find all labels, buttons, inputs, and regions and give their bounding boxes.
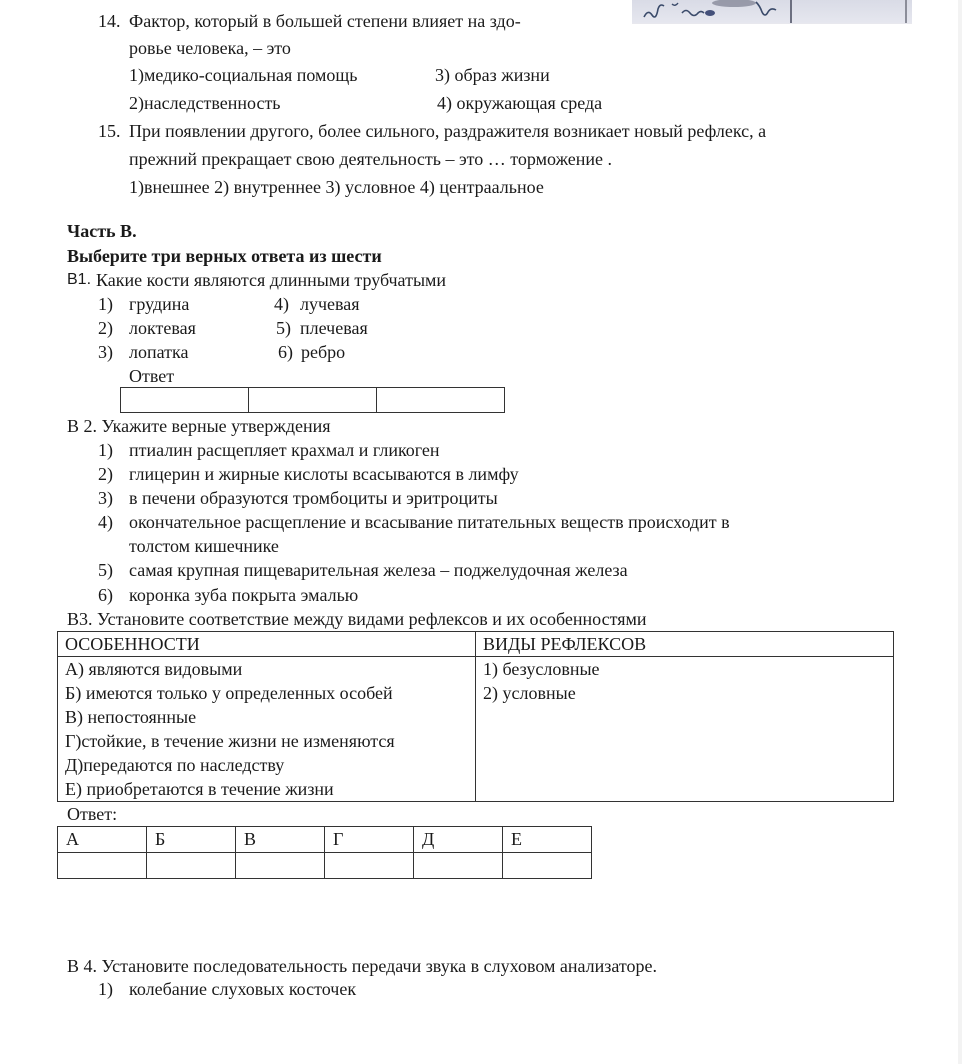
illustration-border	[905, 0, 907, 23]
option-text: лучевая	[300, 294, 360, 314]
answer-cell[interactable]	[377, 388, 505, 413]
option-text: грудина	[129, 294, 190, 314]
question-label: В1.	[67, 271, 92, 288]
answer-cell[interactable]	[147, 853, 236, 879]
question-text: В 4. Установите последовательность передачи звука в слуховом анализаторе.	[67, 956, 658, 976]
illustration-fragment	[632, 0, 912, 24]
option-text: окончательное расщепление и всасывание питательных веществ происходит в	[129, 512, 730, 532]
options-line: 1)внешнее 2) внутреннее 3) условное 4) центраальное	[129, 177, 544, 197]
answer-header-d: Д	[414, 827, 503, 853]
question-number: 15.	[98, 121, 121, 141]
option-text: птиалин расщепляет крахмал и гликоген	[129, 440, 440, 460]
option-text: в печени образуются тромбоциты и эритроциты	[129, 488, 498, 508]
feature-item: Д)передаются по наследству	[65, 755, 285, 775]
option-4: 4) окружающая среда	[437, 93, 603, 113]
option-number: 2)	[98, 464, 113, 484]
option-number: 4)	[98, 512, 113, 532]
feature-item: Г)стойкие, в течение жизни не изменяются	[65, 731, 395, 751]
matching-table	[57, 631, 894, 802]
feature-item: В) непостоянные	[65, 707, 197, 727]
question-text: В 2. Укажите верные утверждения	[67, 416, 331, 436]
question-text: В3. Установите соответствие между видами рефлексов и их особенностями	[67, 609, 647, 629]
option-number: 3)	[98, 488, 113, 508]
option-text: коронка зуба покрыта эмалью	[129, 585, 359, 605]
option-text: плечевая	[300, 318, 368, 338]
option-number: 1)	[98, 440, 113, 460]
column-header-types: ВИДЫ РЕФЛЕКСОВ	[476, 632, 894, 657]
option-number: 5)	[98, 560, 113, 580]
column-header-features: ОСОБЕННОСТИ	[58, 632, 476, 657]
question-text-cont: ровье человека, – это	[129, 38, 291, 58]
answer-cell[interactable]	[58, 853, 147, 879]
bacteria-illustration-icon	[632, 0, 792, 23]
option-number: 2)	[98, 318, 113, 338]
option-number: 6)	[98, 585, 113, 605]
option-text: самая крупная пищеварительная железа – поджелудочная железа	[129, 560, 628, 580]
answer-header-v: В	[236, 827, 325, 853]
answer-cell[interactable]	[503, 853, 592, 879]
section-title: Часть В.	[67, 221, 137, 241]
option-text: ребро	[301, 342, 346, 362]
feature-item: А) являются видовыми	[65, 659, 243, 679]
question-text: Какие кости являются длинными трубчатыми	[96, 270, 447, 290]
question-text: Фактор, который в большей степени влияет на здо-	[129, 11, 521, 31]
answer-cell[interactable]	[236, 853, 325, 879]
answer-table	[120, 387, 505, 413]
answer-label: Ответ	[129, 366, 175, 386]
answer-label: Ответ:	[67, 804, 118, 824]
feature-item: Б) имеются только у определенных особей	[65, 683, 393, 703]
question-text-cont: прежний прекращает свою деятельность – это … торможение .	[129, 149, 613, 169]
answer-cell[interactable]	[414, 853, 503, 879]
option-text: локтевая	[129, 318, 196, 338]
answer-cell[interactable]	[121, 388, 249, 413]
option-3: 3) образ жизни	[435, 65, 550, 85]
option-1: 1)медико-социальная помощь	[129, 65, 358, 85]
option-number: 5)	[276, 318, 291, 338]
option-text: колебание слуховых косточек	[129, 979, 357, 999]
option-text: глицерин и жирные кислоты всасываются в лимфу	[129, 464, 519, 484]
reflex-type-item: 1) безусловные	[483, 659, 600, 679]
reflex-type-item: 2) условные	[483, 683, 576, 703]
answer-header-g: Г	[325, 827, 414, 853]
option-2: 2)наследственность	[129, 93, 281, 113]
option-text: лопатка	[129, 342, 189, 362]
answer-header-b: Б	[147, 827, 236, 853]
option-number: 1)	[98, 979, 113, 999]
features-cell	[58, 657, 476, 802]
illustration-divider	[790, 0, 792, 23]
option-number: 1)	[98, 294, 113, 314]
option-number: 3)	[98, 342, 113, 362]
option-number: 4)	[274, 294, 289, 314]
answer-cell[interactable]	[325, 853, 414, 879]
answer-cell[interactable]	[249, 388, 377, 413]
types-cell	[476, 657, 894, 802]
option-text-cont: толстом кишечнике	[129, 536, 279, 556]
answer-header-e: Е	[503, 827, 592, 853]
page-edge	[958, 0, 962, 1064]
option-number: 6)	[278, 342, 293, 362]
answer-header-a: А	[58, 827, 147, 853]
section-subtitle: Выберите три верных ответа из шести	[67, 246, 382, 266]
answer-table	[57, 826, 592, 879]
feature-item: Е) приобретаются в течение жизни	[65, 779, 334, 799]
question-number: 14.	[98, 11, 121, 31]
question-text: При появлении другого, более сильного, раздражителя возникает новый рефлекс, а	[129, 121, 767, 141]
